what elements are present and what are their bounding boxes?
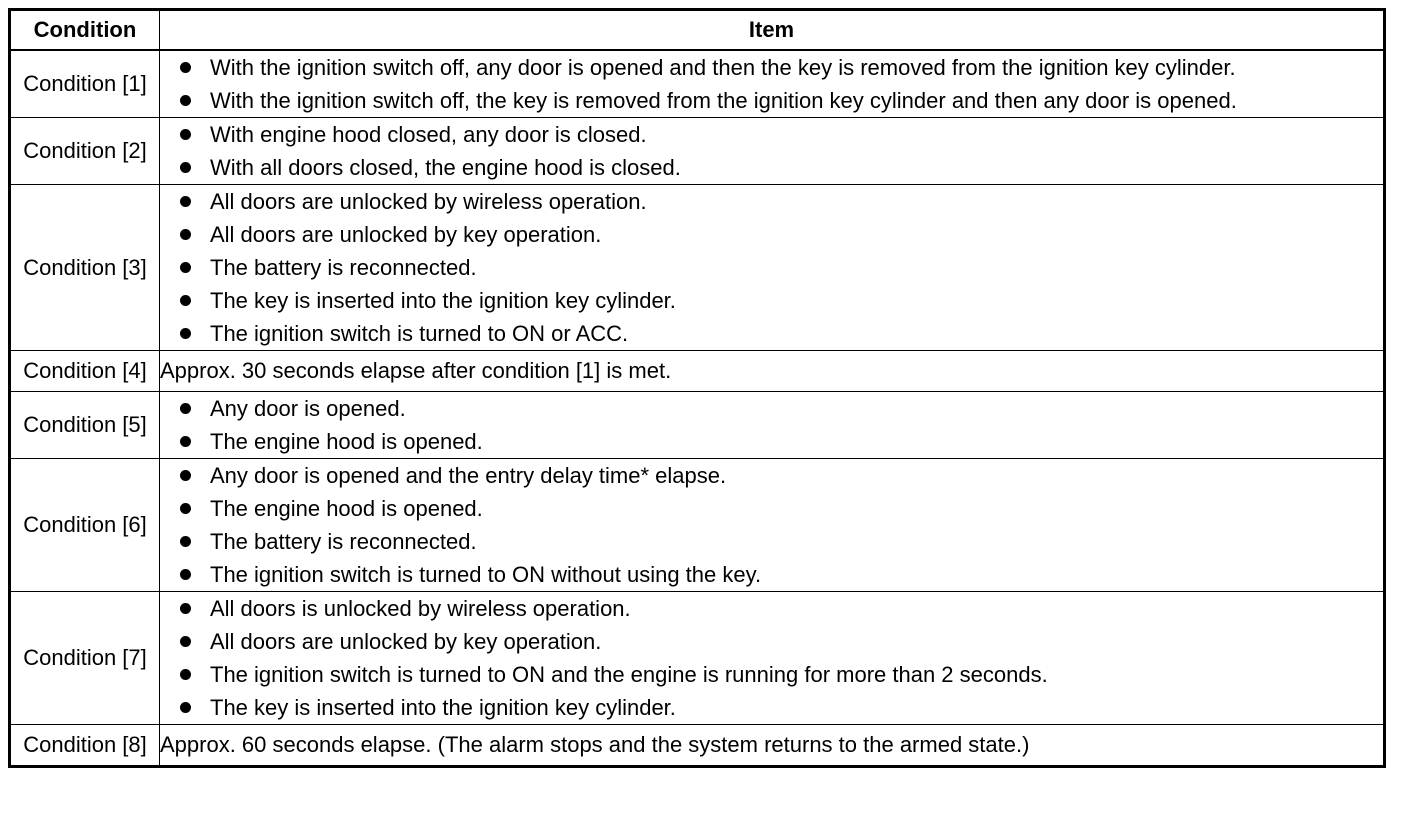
list-item-text: With all doors closed, the engine hood is closed. xyxy=(210,155,681,180)
bullet-icon xyxy=(180,295,191,306)
list-item-text: The battery is reconnected. xyxy=(210,255,477,280)
list-item xyxy=(160,218,1383,251)
condition-label: Condition [2] xyxy=(10,118,160,185)
list-item-text: With the ignition switch off, the key is removed from the ignition key cylinder and then any door is opened. xyxy=(210,88,1237,113)
list-item-text: The ignition switch is turned to ON and the engine is running for more than 2 seconds. xyxy=(210,662,1048,687)
bullet-icon xyxy=(180,636,191,647)
list-item xyxy=(160,525,1383,558)
table-body xyxy=(10,50,1385,767)
item-list xyxy=(160,185,1383,350)
list-item-text: With the ignition switch off, any door is opened and then the key is removed from the ignition key cylinder. xyxy=(210,55,1236,80)
list-item xyxy=(160,151,1383,184)
list-item-text: All doors are unlocked by key operation. xyxy=(210,629,602,654)
condition-label: Condition [1] xyxy=(10,50,160,118)
list-item-text: Any door is opened and the entry delay time* elapse. xyxy=(210,463,727,488)
list-item xyxy=(160,317,1383,350)
bullet-icon xyxy=(180,436,191,447)
item-list xyxy=(160,51,1383,117)
bullet-icon xyxy=(180,470,191,481)
bullet-icon xyxy=(180,196,191,207)
table-row xyxy=(10,459,1385,592)
list-item xyxy=(160,691,1383,724)
item-column-header: Item xyxy=(160,10,1385,51)
bullet-icon xyxy=(180,536,191,547)
list-item xyxy=(160,392,1383,425)
item-cell xyxy=(160,185,1385,351)
bullet-icon xyxy=(180,603,191,614)
list-item-text: With engine hood closed, any door is closed. xyxy=(210,122,647,147)
table-row xyxy=(10,392,1385,459)
bullet-icon xyxy=(180,62,191,73)
bullet-icon xyxy=(180,95,191,106)
list-item xyxy=(160,185,1383,218)
list-item-text: The battery is reconnected. xyxy=(210,529,477,554)
bullet-icon xyxy=(180,229,191,240)
condition-label: Condition [8] xyxy=(10,725,160,767)
list-item-text: The ignition switch is turned to ON without using the key. xyxy=(210,562,762,587)
header-row xyxy=(10,10,1385,51)
list-item xyxy=(160,625,1383,658)
item-cell xyxy=(160,459,1385,592)
item-cell xyxy=(160,118,1385,185)
list-item-text: The engine hood is opened. xyxy=(210,429,483,454)
bullet-icon xyxy=(180,702,191,713)
item-cell xyxy=(160,50,1385,118)
bullet-icon xyxy=(180,162,191,173)
table-row xyxy=(10,50,1385,118)
conditions-table xyxy=(8,8,1386,768)
item-cell: Approx. 60 seconds elapse. (The alarm stops and the system returns to the armed state.) xyxy=(160,725,1385,767)
list-item-text: The key is inserted into the ignition key cylinder. xyxy=(210,695,676,720)
condition-label: Condition [5] xyxy=(10,392,160,459)
bullet-icon xyxy=(180,569,191,580)
list-item xyxy=(160,84,1383,117)
list-item-text: All doors are unlocked by wireless operation. xyxy=(210,189,647,214)
bullet-icon xyxy=(180,328,191,339)
list-item-text: The ignition switch is turned to ON or ACC. xyxy=(210,321,629,346)
list-item xyxy=(160,284,1383,317)
table-row xyxy=(10,725,1385,767)
item-list xyxy=(160,592,1383,724)
item-list xyxy=(160,459,1383,591)
table-row xyxy=(10,592,1385,725)
bullet-icon xyxy=(180,262,191,273)
condition-label: Condition [3] xyxy=(10,185,160,351)
bullet-icon xyxy=(180,503,191,514)
condition-label: Condition [4] xyxy=(10,351,160,392)
item-list xyxy=(160,392,1383,458)
condition-label: Condition [6] xyxy=(10,459,160,592)
list-item xyxy=(160,459,1383,492)
list-item-text: Any door is opened. xyxy=(210,396,406,421)
list-item-text: The key is inserted into the ignition key cylinder. xyxy=(210,288,676,313)
list-item xyxy=(160,658,1383,691)
bullet-icon xyxy=(180,403,191,414)
list-item xyxy=(160,492,1383,525)
list-item-text: The engine hood is opened. xyxy=(210,496,483,521)
bullet-icon xyxy=(180,669,191,680)
item-cell: Approx. 30 seconds elapse after condition [1] is met. xyxy=(160,351,1385,392)
item-list xyxy=(160,118,1383,184)
item-cell xyxy=(160,592,1385,725)
table-row xyxy=(10,185,1385,351)
table-row xyxy=(10,118,1385,185)
table-row xyxy=(10,351,1385,392)
item-cell xyxy=(160,392,1385,459)
list-item xyxy=(160,118,1383,151)
list-item-text: All doors is unlocked by wireless operation. xyxy=(210,596,631,621)
condition-column-header: Condition xyxy=(10,10,160,51)
condition-label: Condition [7] xyxy=(10,592,160,725)
list-item xyxy=(160,251,1383,284)
list-item xyxy=(160,558,1383,591)
list-item xyxy=(160,425,1383,458)
list-item xyxy=(160,592,1383,625)
list-item xyxy=(160,51,1383,84)
list-item-text: All doors are unlocked by key operation. xyxy=(210,222,602,247)
bullet-icon xyxy=(180,129,191,140)
